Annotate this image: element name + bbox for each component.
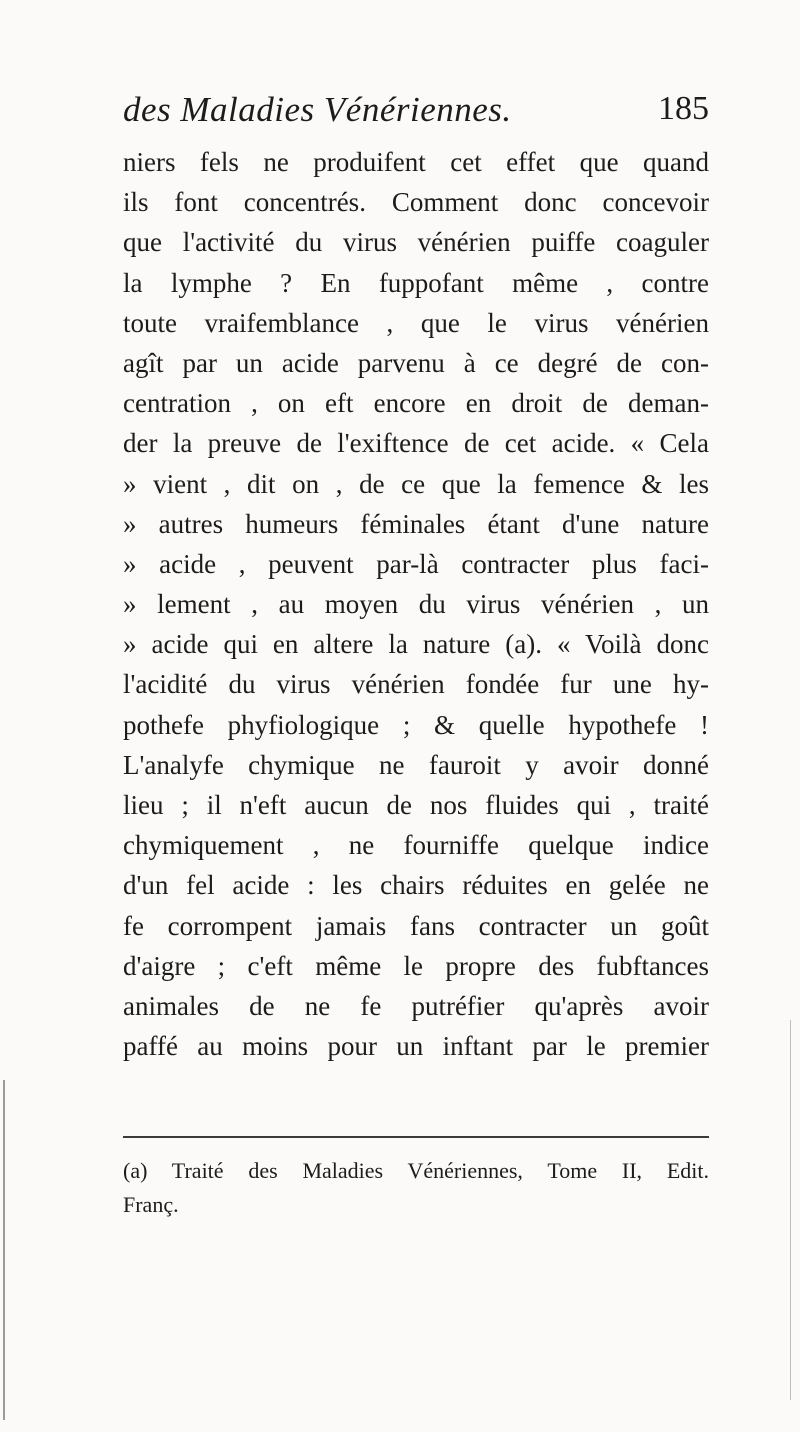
text-line: » acide qui en altere la nature (a). « Voilà donc: [123, 629, 709, 660]
text-line: » vient , dit on , de ce que la femence & les: [123, 468, 709, 499]
text-line: » autres humeurs féminales étant d'une nature: [123, 508, 709, 539]
footnote-rule: [123, 1136, 709, 1138]
running-title: des Maladies Vénériennes.: [123, 90, 512, 129]
margin-edge: [790, 1020, 791, 1400]
text-line: agît par un acide parvenu à ce degré de con-: [123, 347, 709, 378]
text-line: niers fels ne produifent cet effet que quand: [123, 147, 709, 177]
text-line: paffé au moins pour un inftant par le premier: [123, 1031, 709, 1062]
text-line: d'un fel acide : les chairs réduites en gelée ne: [123, 870, 709, 901]
text-line: la lymphe ? En fuppofant même , contre: [123, 267, 709, 298]
text-line: ils font concentrés. Comment donc concevoir: [123, 187, 709, 218]
text-line: » lement , au moyen du virus vénérien , un: [123, 589, 709, 620]
text-line: pothefe phyfiologique ; & quelle hypothefe !: [123, 709, 709, 740]
body-text: [123, 142, 709, 1066]
text-line: fe corrompent jamais fans contracter un goût: [123, 910, 709, 941]
page-header: [123, 90, 709, 140]
text-line: toute vraifemblance , que le virus vénérien: [123, 307, 709, 338]
footnote: [123, 1154, 709, 1222]
text-line: centration , on eft encore en droit de deman-: [123, 388, 709, 419]
text-line: » acide , peuvent par-là contracter plus faci-: [123, 548, 709, 579]
text-line: L'analyfe chymique ne fauroit y avoir donné: [123, 749, 709, 780]
margin-shadow: [3, 1080, 5, 1420]
page-number: 185: [658, 90, 709, 127]
footnote-line: Franç.: [123, 1192, 179, 1217]
footnote-line: (a) Traité des Maladies Vénériennes, Tome II, Edit.: [123, 1158, 709, 1183]
text-line: animales de ne fe putréfier qu'après avoir: [123, 990, 709, 1021]
text-line: lieu ; il n'eft aucun de nos fluides qui , traité: [123, 790, 709, 820]
text-line: der la preuve de l'exiftence de cet acide. « Cela: [123, 428, 709, 459]
text-line: chymiquement , ne fourniffe quelque indice: [123, 830, 709, 861]
text-line: l'acidité du virus vénérien fondée fur une hy-: [123, 669, 709, 700]
text-line: que l'activité du virus vénérien puiffe coaguler: [123, 227, 709, 258]
text-line: d'aigre ; c'eft même le propre des fubftances: [123, 950, 709, 981]
